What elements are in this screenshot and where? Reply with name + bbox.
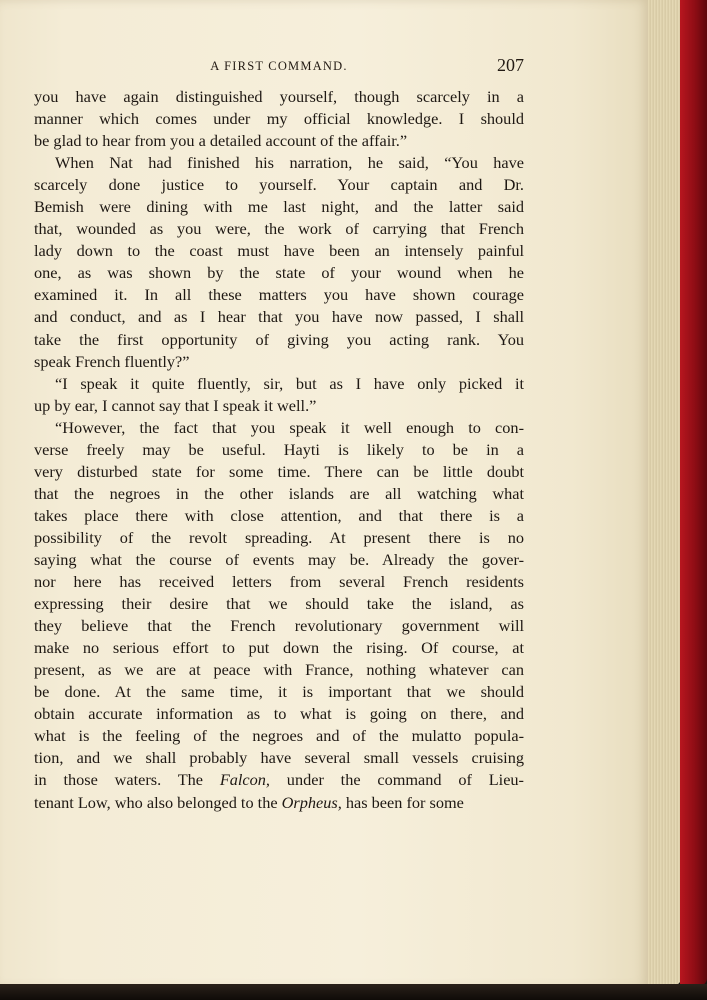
- text-line: you have again distinguished yourself, though scarcely in a: [34, 87, 524, 106]
- text-line: very disturbed state for some time. There can be little doubt: [34, 461, 524, 481]
- text-line: and conduct, and as I hear that you have now passed, I shall: [34, 307, 524, 327]
- body-text: [34, 86, 524, 814]
- text-line: verse freely may be useful. Hayti is likely to be in a: [34, 439, 524, 459]
- running-head: [34, 55, 524, 81]
- text-line: “I speak it quite fluently, sir, but as I have only picked it: [55, 373, 524, 393]
- text-line: saying what the course of events may be. Already the gover-: [34, 549, 524, 569]
- text-line: manner which comes under my official knowledge. I should: [34, 109, 524, 129]
- text-line: tion, and we shall probably have several small vessels cruising: [34, 748, 524, 768]
- page-edges: [648, 0, 682, 986]
- text-line: lady down to the coast must have been an intensely painful: [34, 241, 524, 261]
- text-line: one, as was shown by the state of your wound when he: [34, 263, 524, 283]
- text-line: that the negroes in the other islands are all watching what: [34, 483, 524, 503]
- text-line: obtain accurate information as to what is going on there, and: [34, 704, 524, 724]
- text-segment: under the command of Lieu-: [270, 770, 524, 790]
- text-segment: has been for some: [341, 792, 464, 812]
- text-line: examined it. In all these matters you have shown courage: [34, 285, 524, 305]
- text-line: that, wounded as you were, the work of carrying that French: [34, 219, 524, 239]
- text-segment: tenant Low, who also belonged to the: [34, 792, 282, 812]
- text-line: up by ear, I cannot say that I speak it well.”: [34, 395, 317, 415]
- text-line: make no serious effort to put down the rising. Of course, at: [34, 638, 524, 658]
- text-line: When Nat had finished his narration, he said, “You have: [55, 153, 524, 173]
- bottom-shadow: [0, 984, 707, 1000]
- text-line: takes place there with close attention, and that there is a: [34, 505, 524, 525]
- ship-name-falcon: Falcon,: [219, 770, 270, 790]
- text-line: take the first opportunity of giving you acting rank. You: [34, 329, 524, 349]
- text-line: “However, the fact that you speak it well enough to con-: [55, 417, 524, 437]
- text-line: scarcely done justice to yourself. Your captain and Dr.: [34, 175, 524, 195]
- text-line: present, as we are at peace with France, nothing whatever can: [34, 660, 524, 680]
- text-line: they believe that the French revolutionary government will: [34, 616, 524, 636]
- text-line: what is the feeling of the negroes and of the mulatto popula-: [34, 726, 524, 746]
- text-line: [34, 792, 524, 814]
- text-line: nor here has received letters from several French residents: [34, 572, 524, 592]
- text-line: expressing their desire that we should take the island, as: [34, 594, 524, 614]
- chapter-title: A FIRST COMMAND.: [210, 59, 348, 73]
- text-segment: in those waters. The: [34, 770, 220, 790]
- text-line: possibility of the revolt spreading. At present there is no: [34, 527, 524, 547]
- text-line: [34, 769, 524, 791]
- book-cover-edge: [680, 0, 707, 986]
- ship-name-orpheus: Orpheus,: [281, 792, 342, 812]
- text-line: be done. At the same time, it is important that we should: [34, 682, 524, 702]
- text-line: speak French fluently?”: [34, 351, 190, 371]
- text-line: be glad to hear from you a detailed account of the affair.”: [34, 131, 408, 151]
- text-line: Bemish were dining with me last night, and the latter said: [34, 197, 524, 217]
- page-number: 207: [497, 55, 524, 75]
